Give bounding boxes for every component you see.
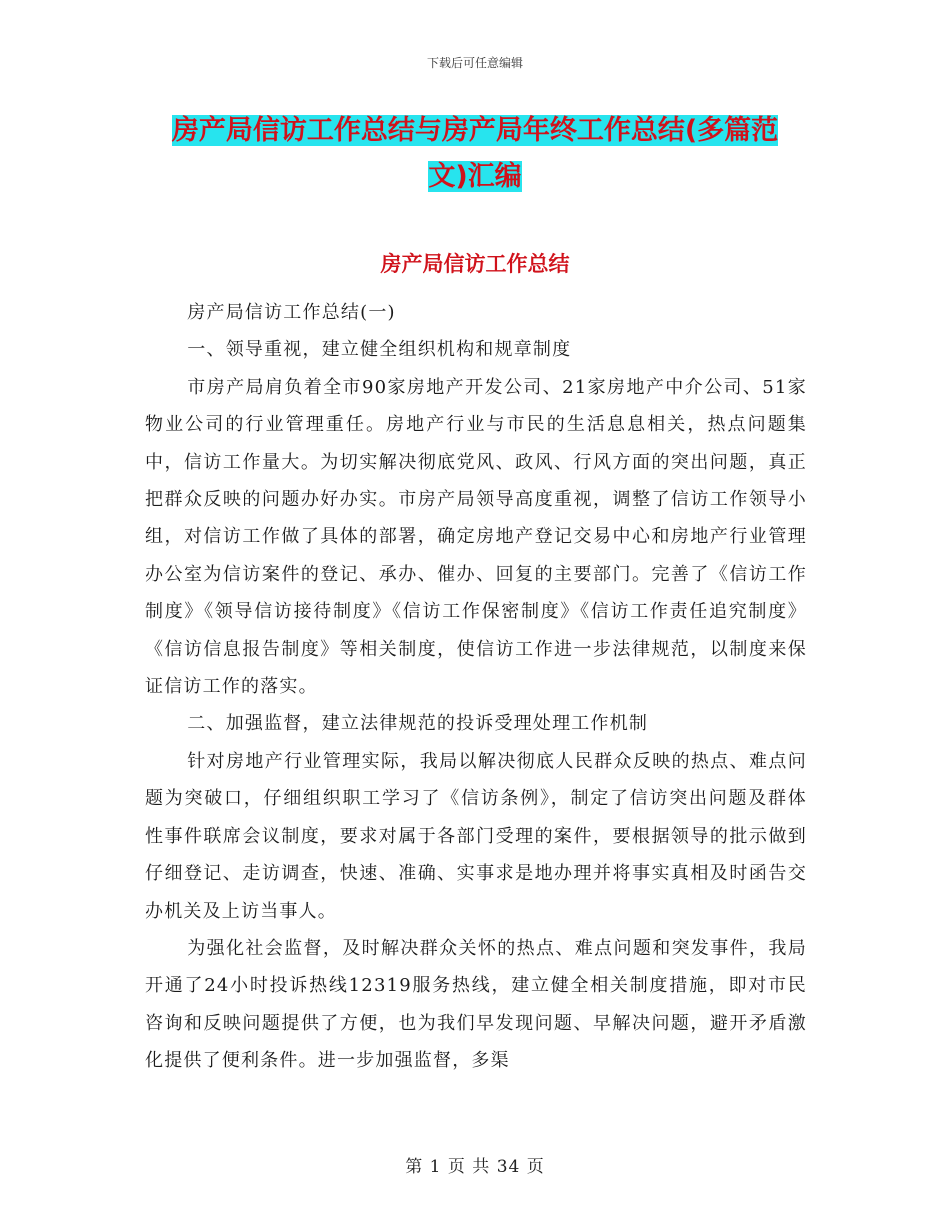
document-title-line1: 房产局信访工作总结与房产局年终工作总结(多篇范 <box>171 115 779 146</box>
page-number: 第 1 页 共 34 页 <box>405 1157 545 1177</box>
paragraph-subtitle: 房产局信访工作总结(一) <box>187 302 396 323</box>
section-title: 房产局信访工作总结 <box>380 252 570 276</box>
paragraph: 市房产局肩负着全市90家房地产开发公司、21家房地产中介公司、51家物业公司的行业管理重任。房地产行业与市民的生活息息相关，热点问题集中，信访工作量大。为切实解决彻底党风、政风、行风方面的突出问题，真正把群众反映的问题办好办实。市房产局领导高度重视，调整了信访工作领导小组，对信访工作做了具体的部署，确定房地产登记交易中心和房地产行业管理办公室为信访案件的登记、承办、催办、回复的主要部门。完善了《信访工作制度》《领导信访接待制度》《信访工作保密制度》《信访工作责任追究制度》《信访信息报告制度》等相关制度，使信访工作进一步法律规范，以制度来保证信访工作的落实。 <box>145 376 807 698</box>
paragraph: 为强化社会监督，及时解决群众关怀的热点、难点问题和突发事件，我局开通了24小时投诉热线12319服务热线，建立健全相关制度措施，即对市民咨询和反映问题提供了方便，也为我们早发现问题、早解决问题，避开矛盾激化提供了便利条件。进一步加强监督，多渠 <box>145 937 807 1072</box>
paragraph: 针对房地产行业管理实际，我局以解决彻底人民群众反映的热点、难点问题为突破口，仔细组织职工学习了《信访条例》，制定了信访突出问题及群体性事件联席会议制度，要求对属于各部门受理的案件，要根据领导的批示做到仔细登记、走访调查，快速、准确、实事求是地办理并将事实真相及时函告交办机关及上访当事人。 <box>145 750 807 922</box>
body-text <box>145 294 807 1080</box>
document-title-line2: 文)汇编 <box>428 161 522 192</box>
paragraph-heading-2: 二、加强监督，建立法律规范的投诉受理处理工作机制 <box>187 713 649 735</box>
document-title <box>140 108 810 200</box>
header-note: 下载后可任意编辑 <box>426 56 523 70</box>
paragraph-heading-1: 一、领导重视，建立健全组织机构和规章制度 <box>187 339 572 361</box>
